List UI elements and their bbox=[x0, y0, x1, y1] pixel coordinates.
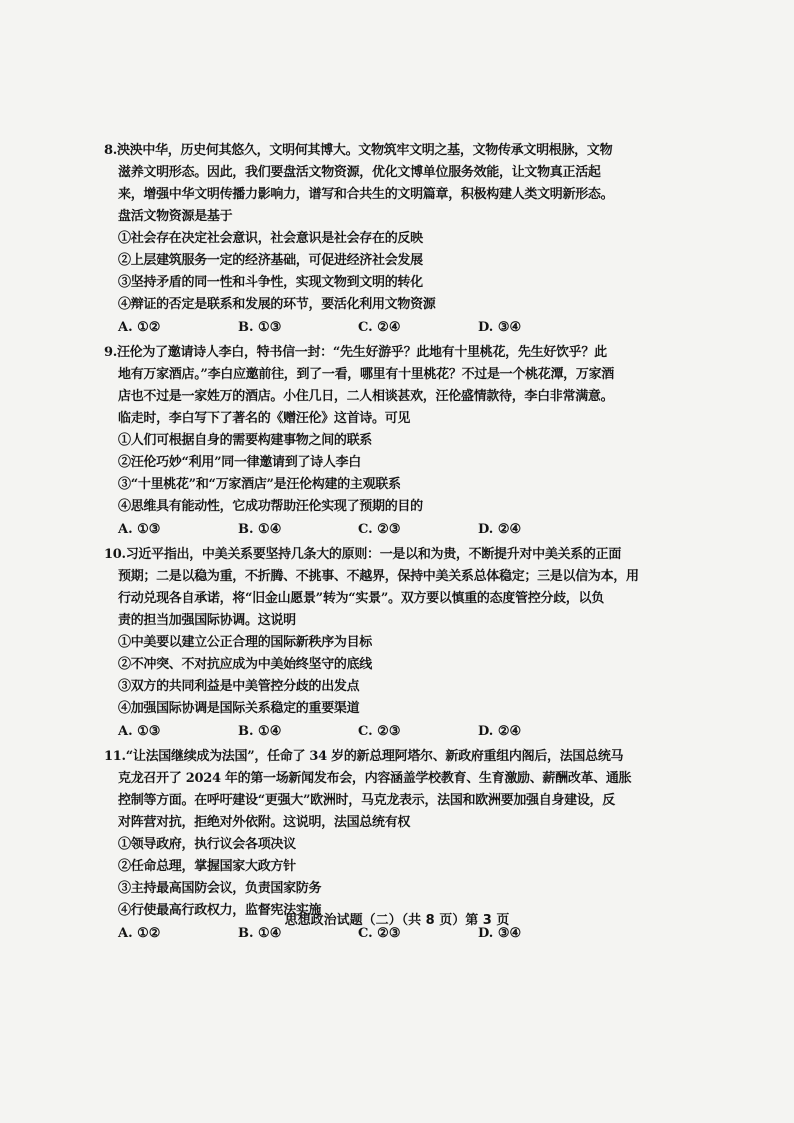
stem-line: “让法国继续成为法国”，任命了 34 岁的新总理阿塔尔、新政府重组内阁后，法国总统马 bbox=[125, 749, 624, 764]
option-statement: ①中美要以建立公正合理的国际新秩序为目标 bbox=[118, 635, 373, 650]
option-statement: ②上层建筑服务一定的经济基础，可促进经济社会发展 bbox=[118, 253, 423, 268]
choice-d: D. ②④ bbox=[478, 522, 522, 537]
question-number: 9. bbox=[104, 345, 117, 360]
option-statement: ④辩证的否定是联系和发展的环节，要活化利用文物资源 bbox=[118, 297, 436, 312]
choice-a: A. ①③ bbox=[118, 724, 161, 739]
choice-c: C. ②③ bbox=[358, 926, 401, 941]
choice-d: D. ②④ bbox=[478, 724, 522, 739]
option-statement: ④行使最高行政权力，监督宪法实施 bbox=[118, 903, 322, 918]
question-number: 10. bbox=[104, 547, 126, 562]
stem-line: 临走时，李白写下了著名的《赠汪伦》这首诗。可见 bbox=[118, 411, 411, 426]
option-statement: ①人们可根据自身的需要构建事物之间的联系 bbox=[118, 433, 373, 448]
question-number: 8. bbox=[104, 143, 117, 158]
choice-c: C. ②④ bbox=[358, 320, 401, 335]
choice-b: B. ①④ bbox=[238, 522, 282, 537]
option-statement: ③“十里桃花”和“万家酒店”是汪伦构建的主观联系 bbox=[118, 477, 401, 492]
question-number: 11. bbox=[104, 749, 126, 764]
stem-line: 滋养文明形态。因此，我们要盘活文物资源，优化文博单位服务效能，让文物真正活起 bbox=[118, 165, 601, 180]
question-8 bbox=[104, 140, 678, 340]
page-footer: 思想政治试题（二）（共 8 页）第 3 页 bbox=[284, 913, 510, 928]
answer-choices bbox=[118, 316, 678, 340]
option-statement: ③坚持矛盾的同一性和斗争性，实现文物到文明的转化 bbox=[118, 275, 423, 290]
stem-line: 克龙召开了 2024 年的第一场新闻发布会，内容涵盖学校教育、生育激励、薪酬改革、通胀 bbox=[118, 771, 632, 786]
stem-line: 汪伦为了邀请诗人李白，特书信一封：“先生好游乎？此地有十里桃花，先生好饮乎？此 bbox=[116, 345, 607, 360]
choice-a: A. ①② bbox=[118, 320, 161, 335]
stem-line: 责的担当加强国际协调。这说明 bbox=[118, 613, 296, 628]
question-9 bbox=[104, 342, 678, 542]
option-statement: ①领导政府，执行议会各项决议 bbox=[118, 837, 296, 852]
option-statement: ③主持最高国防会议，负责国家防务 bbox=[118, 881, 322, 896]
choice-a: A. ①② bbox=[118, 926, 161, 941]
choice-b: B. ①④ bbox=[238, 926, 282, 941]
choice-c: C. ②③ bbox=[358, 522, 401, 537]
choice-c: C. ②③ bbox=[358, 724, 401, 739]
stem-line: 行动兑现各自承诺，将“旧金山愿景”转为“实景”。双方要以慎重的态度管控分歧，以负 bbox=[118, 591, 604, 606]
choice-a: A. ①③ bbox=[118, 522, 161, 537]
questions-area bbox=[104, 140, 678, 948]
stem-line: 预期；二是以稳为重，不折腾、不挑事、不越界，保持中美关系总体稳定；三是以信为本，用 bbox=[118, 569, 639, 584]
stem-line: 控制等方面。在呼吁建设“更强大”欧洲时，马克龙表示，法国和欧洲要加强自身建设，反 bbox=[118, 793, 615, 808]
stem-line: 店也不过是一家姓万的酒店。小住几日，二人相谈甚欢，汪伦盛情款待，李白非常满意。 bbox=[118, 389, 614, 404]
stem-line: 对阵营对抗，拒绝对外依附。这说明，法国总统有权 bbox=[118, 815, 411, 830]
question-10 bbox=[104, 544, 678, 744]
answer-choices bbox=[118, 518, 678, 542]
choice-d: D. ③④ bbox=[478, 926, 522, 941]
option-statement: ③双方的共同利益是中美管控分歧的出发点 bbox=[118, 679, 360, 694]
option-statement: ②任命总理，掌握国家大政方针 bbox=[118, 859, 296, 874]
choice-b: B. ①③ bbox=[238, 320, 282, 335]
choice-d: D. ③④ bbox=[478, 320, 522, 335]
stem-line: 盘活文物资源是基于 bbox=[118, 209, 233, 224]
option-statement: ④思维具有能动性，它成功帮助汪伦实现了预期的目的 bbox=[118, 499, 423, 514]
stem-line: 习近平指出，中美关系要坚持几条大的原则：一是以和为贵，不断提升对中美关系的正面 bbox=[125, 547, 622, 562]
stem-line: 地有万家酒店。”李白应邀前往，到了一看，哪里有十里桃花？不过是一个桃花潭，万家酒 bbox=[118, 367, 614, 382]
stem-line: 泱泱中华，历史何其悠久，文明何其博大。文物筑牢文明之基，文物传承文明根脉，文物 bbox=[116, 143, 613, 158]
option-statement: ②汪伦巧妙“利用”同一律邀请到了诗人李白 bbox=[118, 455, 361, 470]
option-statement: ①社会存在决定社会意识，社会意识是社会存在的反映 bbox=[118, 231, 423, 246]
choice-b: B. ①④ bbox=[238, 724, 282, 739]
answer-choices bbox=[118, 720, 678, 744]
option-statement: ②不冲突、不对抗应成为中美始终坚守的底线 bbox=[118, 657, 373, 672]
option-statement: ④加强国际协调是国际关系稳定的重要渠道 bbox=[118, 701, 360, 716]
stem-line: 来，增强中华文明传播力影响力，谱写和合共生的文明篇章，积极构建人类文明新形态。 bbox=[118, 187, 614, 202]
